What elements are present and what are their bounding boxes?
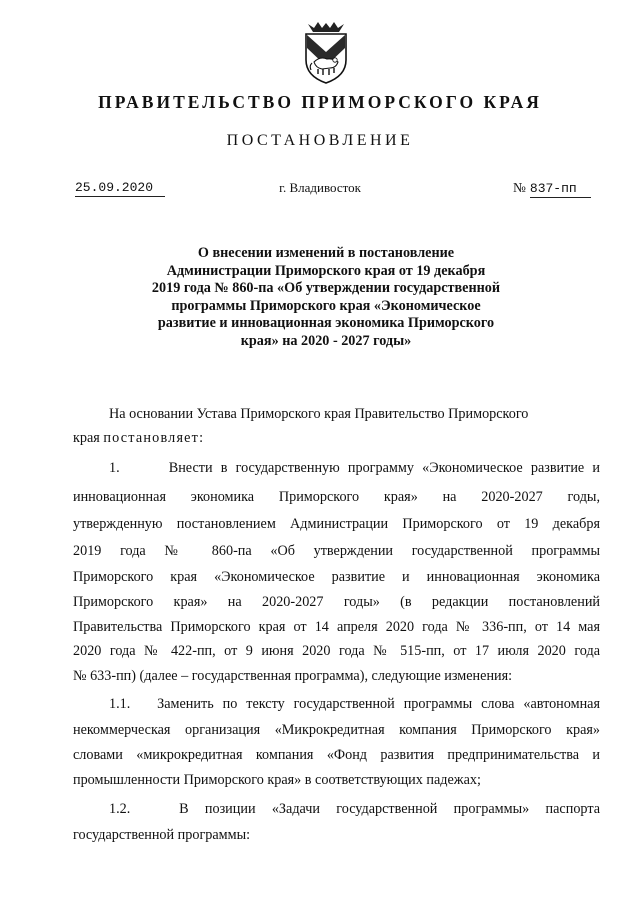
coat-of-arms-emblem <box>300 22 352 84</box>
document-subject <box>60 245 592 350</box>
body-line: Приморского края» на 2020-2027 годы» (в редакции постановлений <box>73 594 600 610</box>
body-line: 1.1. Заменить по тексту государственной программы слова «автономная <box>109 696 600 712</box>
body-line: 1. Внести в государственную программу «Экономическое развитие и <box>109 460 600 476</box>
body-line: 1.2. В позиции «Задачи государственной программы» паспорта <box>109 801 600 817</box>
subject-line: 2019 года № 860-па «Об утверждении государственной <box>151 280 501 296</box>
body-line: На основании Устава Приморского края Правительство Приморского <box>109 406 529 422</box>
body-line: утвержденную постановлением Администрации Приморского от 19 декабря <box>73 516 600 532</box>
body-line: инновационная экономика Приморского края» на 2020-2027 годы, <box>73 489 600 505</box>
subject-line: края» на 2020 - 2027 годы» <box>240 332 412 349</box>
body-line <box>73 428 600 448</box>
subject-line: О внесении изменений в постановление <box>197 245 455 261</box>
number-sign: № <box>513 180 526 195</box>
subject-line: развитие и инновационная экономика Приморского <box>157 315 495 331</box>
body-line: 2019 года № 860-па «Об утверждении государственной программы <box>73 543 600 559</box>
body-line: словами «микрокредитная компания «Фонд развития предпринимательства и <box>73 747 600 763</box>
document-city: г. Владивосток <box>279 180 361 195</box>
subject-line: программы Приморского края «Экономическое <box>171 297 481 314</box>
body-text: края <box>73 430 104 446</box>
document-date: 25.09.2020 <box>75 180 165 197</box>
government-title: ПРАВИТЕЛЬСТВО ПРИМОРСКОГО КРАЯ <box>98 92 542 112</box>
decree-verb: постановляет: <box>103 430 205 446</box>
body-line: государственной программы: <box>73 827 251 843</box>
number-value: 837-пп <box>530 181 591 198</box>
body-line: некоммерческая организация «Микрокредитная компания Приморского края» <box>73 722 600 738</box>
document-number <box>513 180 591 196</box>
body-line: № 633-пп) (далее – государственная программа), следующие изменения: <box>73 668 513 684</box>
body-line: Приморского края «Экономическое развитие и инновационная экономика <box>73 569 600 585</box>
body-line: 2020 года № 422-пп, от 9 июня 2020 года № 515-пп, от 17 июля 2020 года <box>73 643 600 659</box>
subject-line: Администрации Приморского края от 19 декабря <box>166 262 486 279</box>
body-line: Правительства Приморского края от 14 апреля 2020 года № 336-пп, от 14 мая <box>73 619 600 635</box>
body-line: промышленности Приморского края» в соответствующих падежах; <box>73 772 481 788</box>
document-type: ПОСТАНОВЛЕНИЕ <box>226 132 414 149</box>
